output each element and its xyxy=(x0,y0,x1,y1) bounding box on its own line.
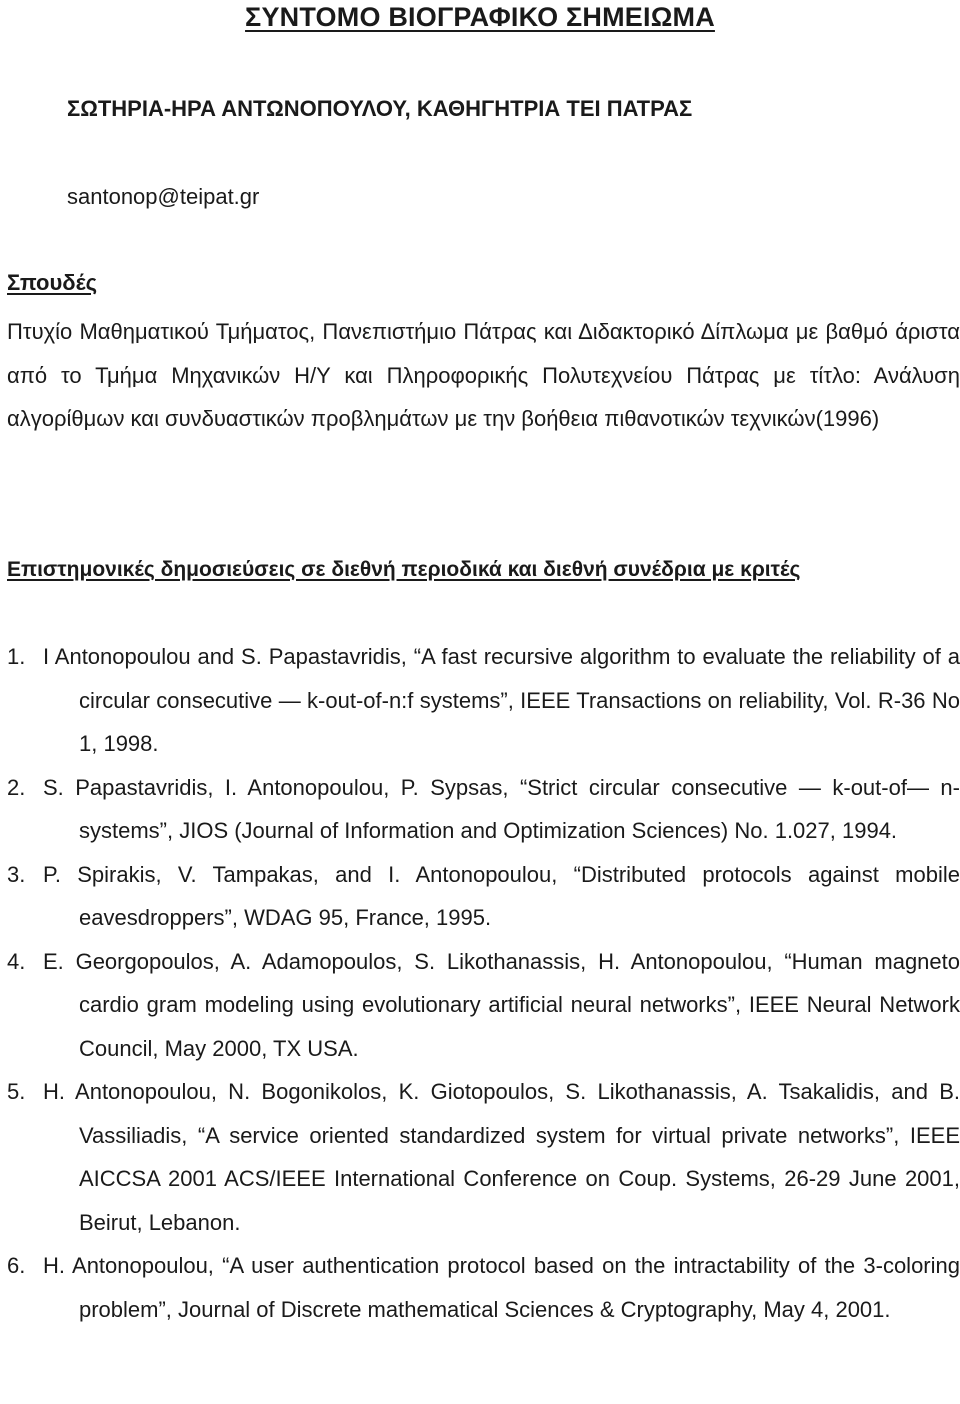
publication-number: 6. xyxy=(7,1253,26,1278)
publication-number: 2. xyxy=(7,774,26,800)
document-title: ΣΥΝΤΟΜΟ ΒΙΟΓΡΑΦΙΚΟ ΣΗΜΕΙΩΜΑ xyxy=(245,2,715,32)
publication-text: P. Spirakis, V. Tampakas, and I. Antonopoulou, “Distributed protocols against mobile eavesdroppers”, WDAG 95, France, 1995. xyxy=(43,861,960,930)
publications-list xyxy=(7,635,960,1331)
publication-item xyxy=(7,940,960,1071)
publication-item xyxy=(7,853,960,940)
publication-item xyxy=(7,766,960,853)
publication-text: S. Papastavridis, I. Antonopoulou, P. Sypsas, “Strict circular consecutive — k-out-of— n-systems”, JIOS (Journal of Information and Optimization Sciences) No. 1.027, 1994. xyxy=(43,774,960,843)
publication-text: H. Antonopoulou, “A user authentication protocol based on the intractability of the 3-coloring problem”, Journal of Discrete mathematical Sciences & Cryptography, May 4, 2001. xyxy=(43,1253,960,1322)
publication-text: E. Georgopoulos, A. Adamopoulos, S. Likothanassis, H. Antonopoulou, “Human magneto cardio gram modeling using evolutionary artificial neural networks”, IEEE Neural Network Council, May 2000, TX USA. xyxy=(43,948,960,1061)
publication-item xyxy=(7,1244,960,1331)
publication-number: 1. xyxy=(7,644,26,669)
studies-paragraph: Πτυχίο Μαθηματικού Τμήματος, Πανεπιστήμιο Πάτρας και Διδακτορικό Δίπλωμα με βαθμό άριστα από το Τμήμα Μηχανικών Η/Υ και Πληροφορικής Πολυτεχνείου Πάτρας με τίτλο: Ανάλυση αλγορίθμων και συνδυαστικών προβλημάτων με την βοήθεια πιθανοτικών τεχνικών(1996) xyxy=(7,319,960,431)
publication-number: 4. xyxy=(7,948,26,974)
publication-item xyxy=(7,1070,960,1244)
email-address: santonop@teipat.gr xyxy=(67,184,260,209)
studies-heading: Σπουδές xyxy=(7,270,98,295)
publications-heading: Επιστημονικές δημοσιεύσεις σε διεθνή περιοδικά και διεθνή συνέδρια με κριτές xyxy=(7,558,801,581)
publication-number: 3. xyxy=(7,861,26,887)
publication-text: H. Antonopoulou, N. Bogonikolos, K. Giotopoulos, S. Likothanassis, A. Tsakalidis, and B. Vassiliadis, “A service oriented standardized system for virtual private networks”, IEEE AICCSA 2001 ACS/IEEE International Conference on Coup. Systems, 26-29 June 2001, Beirut, Lebanon. xyxy=(43,1079,960,1235)
publication-text: I Antonopoulou and S. Papastavridis, “A fast recursive algorithm to evaluate the reliability of a circular consecutive — k-out-of-n:f systems”, IEEE Transactions on reliability, Vol. R-36 No 1, 1998. xyxy=(43,644,960,756)
author-line: ΣΩΤΗΡΙΑ-ΗΡΑ ΑΝΤΩΝΟΠΟΥΛΟΥ, ΚΑΘΗΓΗΤΡΙΑ ΤΕΙ ΠΑΤΡΑΣ xyxy=(67,96,693,121)
publication-item xyxy=(7,635,960,766)
publication-number: 5. xyxy=(7,1079,26,1104)
